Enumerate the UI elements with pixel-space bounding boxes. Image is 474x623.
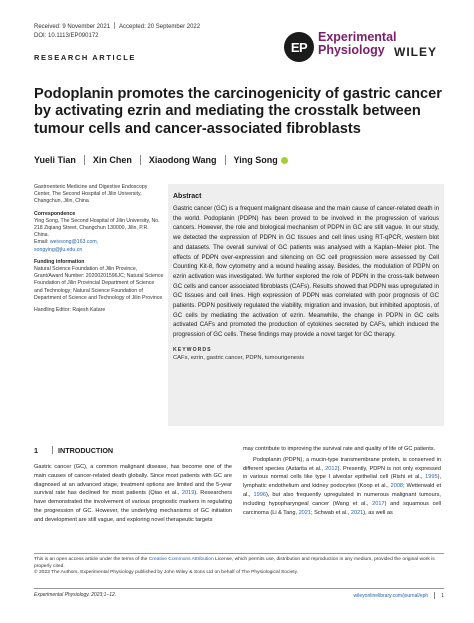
body-column-left	[34, 463, 232, 525]
orcid-icon[interactable]	[281, 157, 288, 164]
journal-url[interactable]: wileyonlinelibrary.com/journal/eph	[353, 592, 429, 599]
citation-link[interactable]: 1996	[253, 491, 266, 498]
body-text: ). Researchers have demonstrated the involvement of various prognostic markers in regulating the progression of GC. However, the underlying mechanisms of GC initiation and development are still vague, and exploring novel therapeutic targets	[34, 490, 232, 523]
article-type: RESEARCH ARTICLE	[34, 53, 136, 62]
journal-logo[interactable]	[284, 30, 444, 66]
handling-editor: Handling Editor: Rajesh Katare	[34, 307, 106, 314]
divider	[34, 588, 444, 589]
license-text: License, which permits use, distribution and reproduction in any medium, provided the original work is properly cited.	[34, 557, 435, 569]
funding-text: Natural Science Foundation of Jilin Province, Grant/Award Number: 20200201596JC; Natural Science Foundation of Jilin Provincial Department of Science and Technology; Natural Science Foundation of Department of Science and Technology of Jilin Province	[34, 266, 164, 301]
author-divider	[140, 155, 141, 165]
correspondence	[34, 211, 164, 254]
citation-link[interactable]: 1995	[425, 474, 438, 481]
meta-divider	[114, 22, 115, 29]
divider	[34, 553, 444, 554]
article-title: Podoplanin promotes the carcinogenicity of gastric cancer by activating ezrin and mediating the crosstalk between tumour cells and cancer-associated fibroblasts	[34, 86, 442, 137]
author-name[interactable]: Xiaodong Wang	[148, 155, 217, 165]
body-column-right	[243, 445, 441, 517]
abstract-box	[168, 184, 444, 426]
license-link[interactable]: Creative Commons Attribution	[148, 557, 214, 562]
section-title: INTRODUCTION	[58, 446, 114, 455]
author-list	[34, 155, 288, 165]
email-label: Email:	[34, 239, 49, 246]
citation-link[interactable]: 2021	[298, 509, 312, 516]
paragraph	[243, 456, 441, 518]
correspondence-address: Ying Song, The Second Hospital of Jilin University, No. 218 Ziqiang Street, Changchun 130000, Jilin, P.R. China.	[34, 217, 160, 239]
affiliation: Gastroenteric Medicine and Digestive Endoscopy Center, The Second Hospital of Jilin University, Changchun, Jilin, China	[34, 184, 148, 205]
abstract-heading: Abstract	[173, 193, 202, 200]
page-footer	[34, 592, 444, 599]
publisher-logo: WILEY	[394, 45, 437, 59]
body-text: ), but also frequently upregulated in numerous malignant tumours, including hypopharyngeal cancer (Wang et al.,	[243, 491, 441, 507]
author-divider	[225, 155, 226, 165]
keywords: CAFs, ezrin, gastric cancer, PDPN, tumourigenesis	[173, 354, 305, 361]
journal-citation: Experimental Physiology. 2023;1–12.	[34, 592, 117, 598]
keywords-heading: KEYWORDS	[173, 346, 212, 353]
author-info-sidebar	[34, 184, 164, 319]
author-name[interactable]: Xin Chen	[92, 155, 132, 165]
citation-link[interactable]: 2019	[181, 490, 195, 497]
body-text: ) and squamous cell carcinoma (Li & Tang,	[243, 500, 441, 516]
body-text: ), as well as	[363, 509, 393, 516]
article-meta	[34, 22, 200, 41]
citation-link[interactable]: 2008	[390, 483, 404, 490]
body-text: ), lymphatic endothelium and kidney podocytes (Koop et al.,	[243, 474, 441, 490]
body-text: ). Presently, PDPN is not only expressed in various normal cells like type I alveolar epithelial cell (Rishi et al.,	[243, 465, 441, 481]
received-date: Received: 9 November 2021	[34, 24, 111, 30]
body-text: Gastric cancer (GC), a common malignant disease, has become one of the main causes of cancer-related death globally. Since most patients with GC are diagnosed at an advanced stage, treatment options are limited and the 5-year survival rate has declined for most patients (Qiao et al.,	[34, 464, 232, 497]
body-text: ; Schwab et al.,	[311, 509, 351, 516]
correspondence-heading: Correspondence	[34, 210, 76, 217]
accepted-date: Accepted: 20 September 2022	[119, 24, 201, 30]
section-divider	[52, 446, 53, 454]
author-name[interactable]: Ying Song	[233, 155, 278, 165]
copyright: © 2023 The Authors. Experimental Physiology published by John Wiley & Sons Ltd on behalf of The Physiological Society.	[34, 570, 299, 576]
page-number: 1	[441, 592, 444, 599]
footer-divider	[434, 592, 435, 599]
ep-logo-icon: EP	[284, 32, 314, 62]
author-name[interactable]: Yueli Tian	[34, 155, 76, 165]
journal-name	[318, 31, 397, 57]
author-divider	[84, 155, 85, 165]
abstract-text: Gastric cancer (GC) is a frequent malignant disease and the main cause of cancer-related death in the world. Podoplanin (PDPN) has been proved to be involved in the progression of various cancers. However, the role and biological mechanism of PDPN in GC are still vague. In our study, we detected the expression of PDPN in GC tissues and cell lines using RT-qPCR, western blot and datasets. The overall survival of GC patients was analysed with a Kaplan–Meier plot. The effects of PDPN over-expression and silencing on GC cell progression were assessed by Cell Counting Kit-8, flow cytometry and a wound healing assay. Besides, the modulation of PDPN on ezrin activation was investigated. We further explored the role of PDPN in the cross-talk between GC cells and cancer associated fibroblasts (CAFs). Results showed that PDPN was upregulated in GC tissues and cell lines. High expression of PDPN was correlated with poor prognosis of GC patients. PDPN positively regulated the viability, migration and invasion, but inhibited apoptosis, of GC cells by mediating the activation of ezrin. Meanwhile, the change in PDPN in GC cells activated CAFs and promoted the production of cytokines secreted by CAFs, which induced the progression of GC cells. These findings may provide a novel target for GC therapy.	[173, 205, 439, 339]
section-number: 1	[34, 446, 38, 455]
citation-link[interactable]: 2012	[325, 465, 338, 472]
license-notice	[34, 557, 444, 577]
citation-link[interactable]: 2021	[350, 509, 364, 516]
body-text: may contribute to improving the survival rate and quality of life of GC patients.	[243, 446, 436, 452]
funding-heading: Funding information	[34, 258, 85, 265]
footer-right	[354, 592, 444, 599]
email-link[interactable]: songying@jlu.edu.cn	[34, 246, 83, 253]
body-text: ; Wetterwald et al.,	[243, 483, 441, 498]
email-link[interactable]: weivsong@163.com,	[49, 239, 99, 246]
license-text: This is an open access article under the terms of the	[34, 557, 149, 562]
doi[interactable]: DOI: 10.1113/EP090172	[34, 33, 99, 39]
funding	[34, 259, 164, 302]
citation-link[interactable]: 2017	[372, 500, 385, 507]
journal-name-line1: Experimental	[318, 30, 397, 44]
journal-name-line2: Physiology	[318, 43, 385, 57]
body-text: Podoplanin (PDPN), a mucin-type transmembrane protein, is conserved in different species (Astarita et al.,	[243, 456, 441, 472]
section-heading	[34, 446, 113, 455]
